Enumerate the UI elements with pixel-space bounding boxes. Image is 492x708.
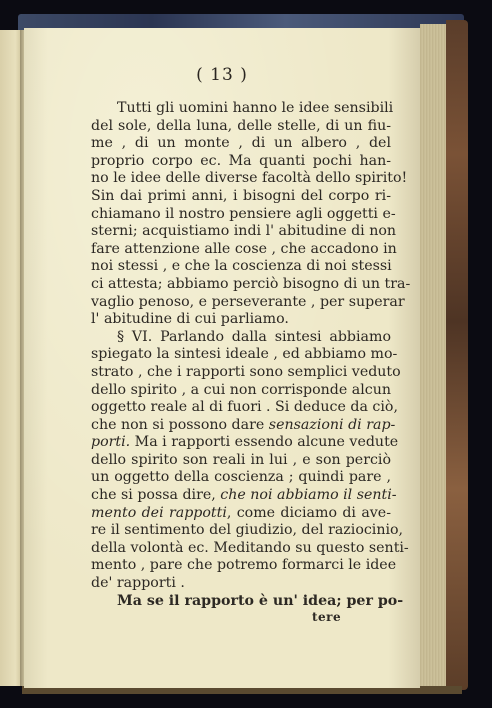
text-run: , come diciamo di ave- <box>226 504 391 521</box>
italic-text: sensazioni di rap- <box>268 416 396 433</box>
text-line: spiegato la sintesi ideale , ed abbiamo mo- <box>91 346 398 363</box>
text-line <box>91 416 396 435</box>
text-line: ci attesta; abbiamo perciò bisogno di un tra- <box>91 275 411 292</box>
text-line: vaglio penoso, e perseverante , per superar <box>91 293 405 310</box>
text-line <box>91 434 399 452</box>
text-line: sterni; acquistiamo indi l' abitudine di non <box>91 223 397 240</box>
text-run: Ma se il rapporto è un' idea; per po- <box>117 592 404 609</box>
text-line: oggetto reale al di fuori . Si deduce da ciò, <box>91 399 398 416</box>
marbled-cover-edge <box>446 20 468 690</box>
text-run: che non si possono dare <box>91 416 269 433</box>
text-line: strato , che i rapporti sono semplici veduto <box>91 363 401 380</box>
text-line: dello spirito , a cui non corrisponde alcun <box>91 381 391 398</box>
text-line: Sin dai primi anni, i bisogni del corpo ri- <box>91 187 391 204</box>
text-line: del sole, della luna, delle stelle, di un fiu- <box>91 117 391 134</box>
text-run: che si possa dire, <box>91 487 221 504</box>
text-line: de' rapporti . <box>91 575 185 592</box>
text-line: re il sentimento del giudizio, del raziocinio, <box>91 522 404 539</box>
book-page <box>24 28 420 688</box>
text-line: § VI. Parlando dalla sintesi abbiamo <box>117 328 391 345</box>
text-line: fare attenzione alle cose , che accadono in <box>91 240 397 257</box>
text-line: no le idee delle diverse facoltà dello spirito! <box>91 170 408 187</box>
catchword: tere <box>312 610 342 624</box>
text-line: l' abitudine di cui parliamo. <box>91 311 289 328</box>
page-text-block <box>91 100 411 610</box>
text-line: mento , pare che potremo formarci le idee <box>91 557 397 574</box>
text-line <box>91 505 391 523</box>
text-line <box>91 592 404 611</box>
page-stack-edges <box>420 24 448 688</box>
text-line: me , di un monte , di un albero , del <box>91 135 391 152</box>
text-line <box>91 487 397 505</box>
text-line: noi stessi , e che la coscienza di noi stessi <box>91 258 392 275</box>
text-run: Ma i rapporti essendo alcune vedute <box>130 434 399 451</box>
italic-text: porti. <box>91 434 131 451</box>
page-number: ( 13 ) <box>196 65 248 85</box>
italic-text: che noi abbiamo il senti- <box>220 487 397 504</box>
text-line: dello spirito son reali in lui , e son perciò <box>91 451 391 468</box>
text-line: un oggetto della coscienza ; quindi pare , <box>91 469 391 486</box>
text-line: chiamano il nostro pensiere agli oggetti e- <box>91 205 396 222</box>
text-line: Tutti gli uomini hanno le idee sensibili <box>117 100 394 116</box>
text-line: proprio corpo ec. Ma quanti pochi han- <box>91 152 391 169</box>
previous-page-edge <box>0 30 22 686</box>
text-line: della volontà ec. Meditando su questo senti- <box>91 539 409 556</box>
italic-text: mento dei rappotti <box>91 504 227 521</box>
